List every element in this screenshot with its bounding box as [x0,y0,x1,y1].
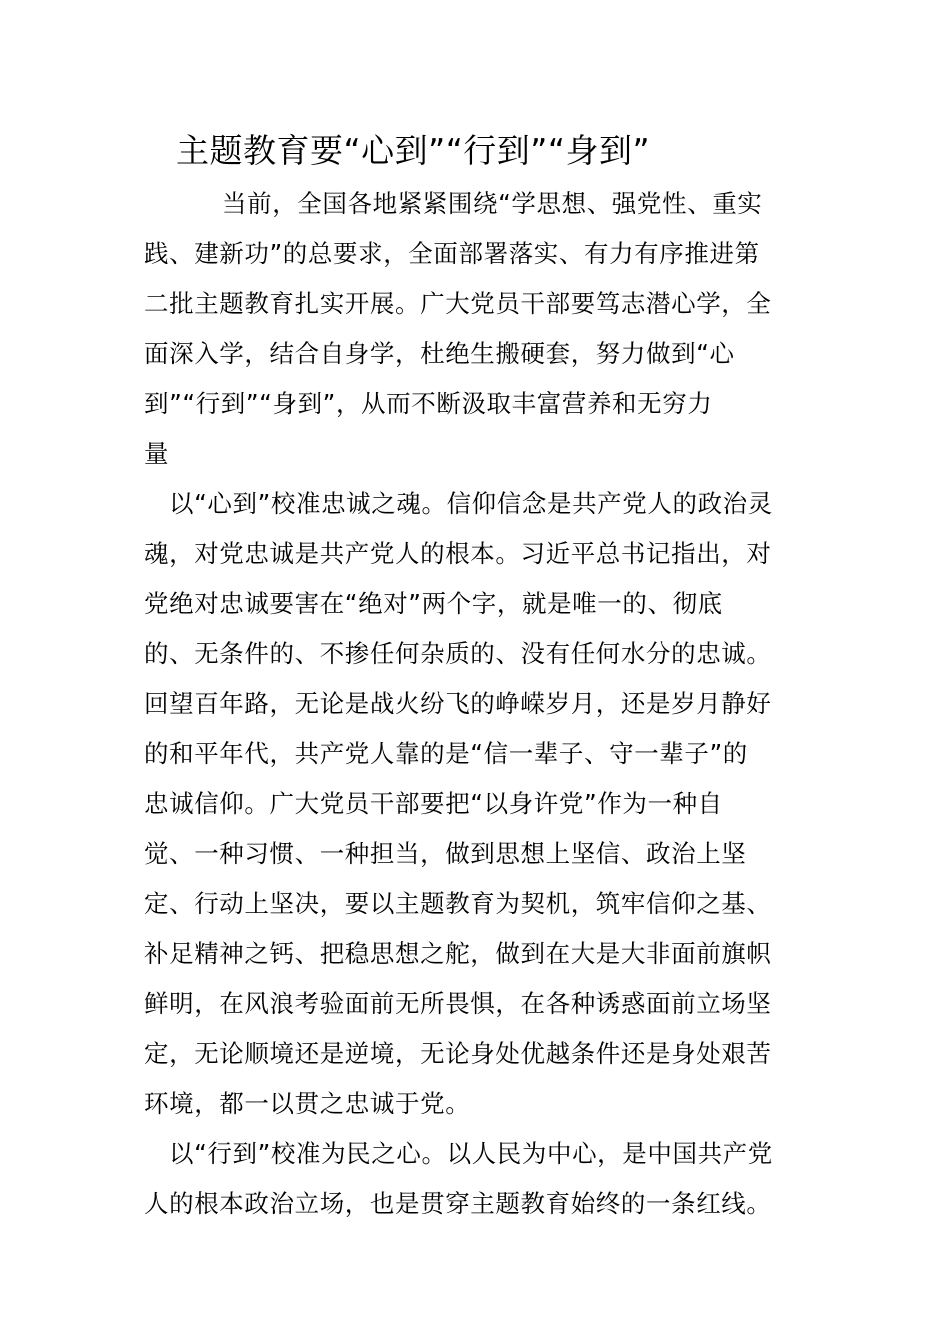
text-line: 二批主题教育扎实开展。广大党员干部要笃志潜心学，全 [144,289,772,318]
paragraph-xingdao [144,1129,808,1229]
document-title: 主题教育要“心到”“行到”“身到” [176,131,651,170]
text-line: 环境，都一以贯之忠诚于党。 [144,1089,471,1118]
text-line: 觉、一种习惯、一种担当，做到思想上坚信、政治上坚 [144,839,747,868]
document-body [144,179,808,1229]
text-line: 的、无条件的、不掺任何杂质的、没有任何水分的忠诚。 [144,639,772,668]
text-line: 的和平年代，共产党人靠的是“信一辈子、守一辈子”的 [144,739,748,768]
text-line: 回望百年路，无论是战火纷飞的峥嵘岁月，还是岁月静好 [144,689,772,718]
text-line: 魂，对党忠诚是共产党人的根本。习近平总书记指出，对 [144,539,772,568]
text-line: 面深入学，结合自身学，杜绝生搬硬套，努力做到“心 [144,339,735,368]
paragraph-xindao [144,479,808,1129]
text-line: 以“行到”校准为民之心。以人民为中心，是中国共产党 [169,1139,773,1168]
text-line: 党绝对忠诚要害在“绝对”两个字，就是唯一的、彻底 [144,589,723,618]
text-line: 到”“行到”“身到”，从而不断汲取丰富营养和无穷力 [144,389,713,418]
text-line: 以“心到”校准忠诚之魂。信仰信念是共产党人的政治灵 [169,489,773,518]
text-line: 鲜明，在风浪考验面前无所畏惧，在各种诱惑面前立场坚 [144,989,772,1018]
text-line: 当前，全国各地紧紧围绕“学思想、强党性、重实 [222,189,763,218]
text-line: 忠诚信仰。广大党员干部要把“以身许党”作为一种自 [144,789,723,818]
text-line: 人的根本政治立场，也是贯穿主题教育始终的一条红线。 [144,1189,772,1218]
text-line: 践、建新功”的总要求，全面部署落实、有力有序推进第 [144,239,760,268]
text-line: 补足精神之钙、把稳思想之舵，做到在大是大非面前旗帜 [144,939,772,968]
text-line: 定、行动上坚决，要以主题教育为契机，筑牢信仰之基、 [144,889,772,918]
paragraph-intro [144,179,808,479]
text-line: 定，无论顺境还是逆境，无论身处优越条件还是身处艰苦 [144,1039,772,1068]
text-line: 量 [144,439,170,468]
